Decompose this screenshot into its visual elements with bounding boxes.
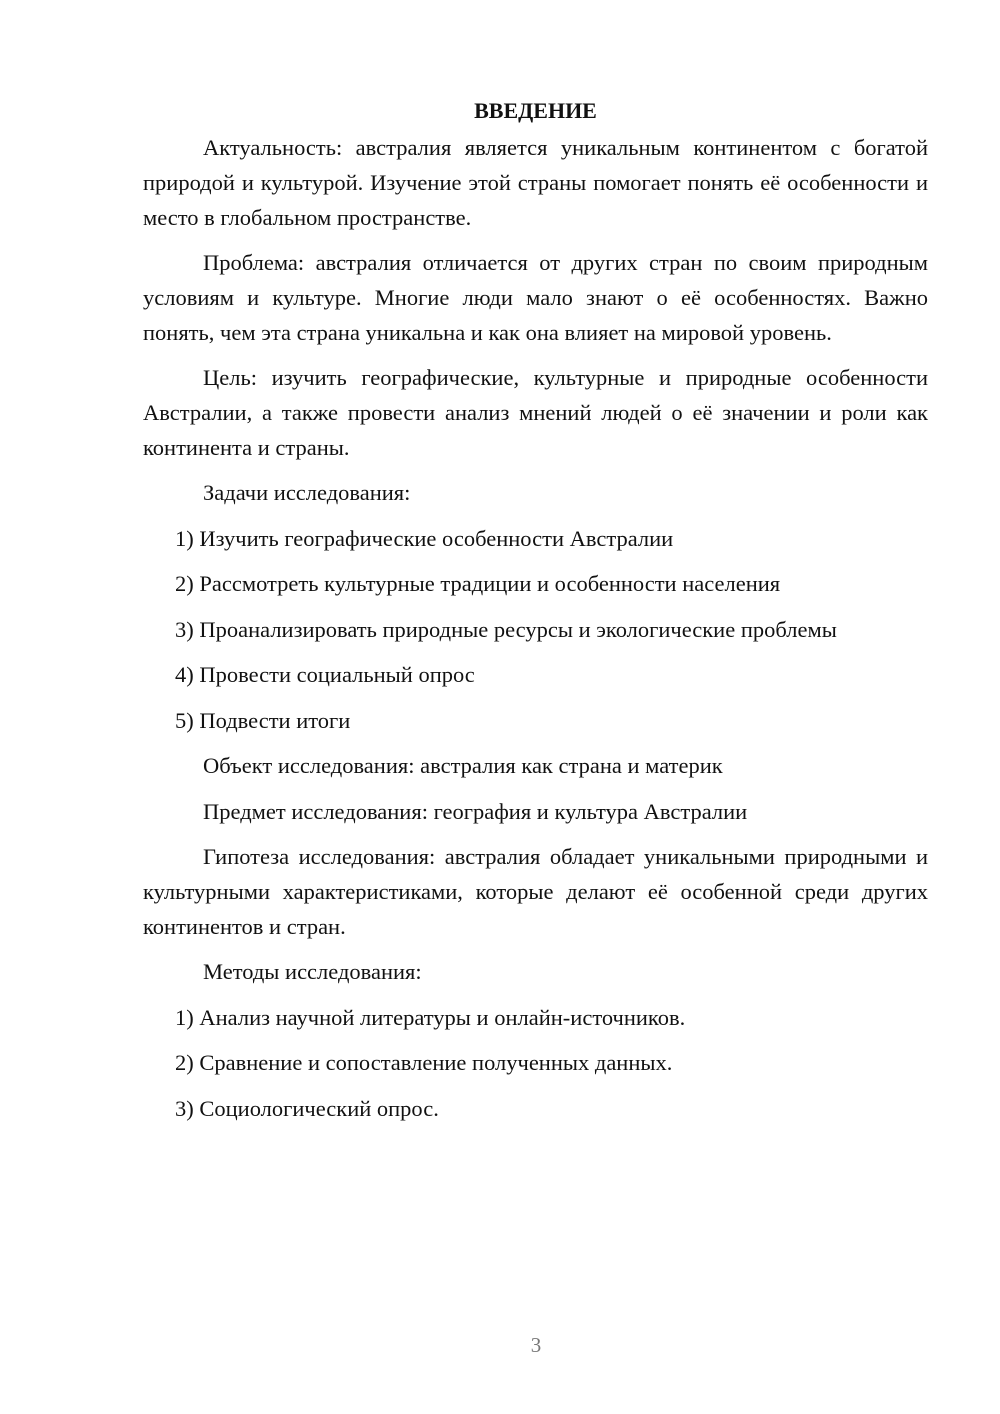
method-item: 3) Социологический опрос. bbox=[175, 1095, 439, 1121]
research-object: Объект исследования: австралия как страна и материк bbox=[203, 753, 723, 778]
section-title: ВВЕДЕНИЕ bbox=[474, 98, 597, 123]
task-item: 3) Проанализировать природные ресурсы и экологические проблемы bbox=[175, 616, 837, 642]
task-item: 5) Подвести итоги bbox=[175, 707, 351, 733]
paragraph-hypothesis: Гипотеза исследования: австралия обладает уникальными природными и культурными характеристиками, которые делают её особенной среди других континентов и стран. bbox=[143, 844, 928, 939]
paragraph-relevance: Актуальность: австралия является уникальным континентом с богатой природой и культурой. Изучение этой страны помогает понять её особенности и место в глобальном пространстве. bbox=[143, 135, 928, 230]
page-content bbox=[143, 96, 928, 1136]
research-subject: Предмет исследования: география и культура Австралии bbox=[203, 798, 748, 824]
task-item: 4) Провести социальный опрос bbox=[175, 662, 475, 687]
page-number: 3 bbox=[530, 1333, 542, 1357]
method-item: 2) Сравнение и сопоставление полученных данных. bbox=[175, 1050, 673, 1075]
paragraph-goal: Цель: изучить географические, культурные и природные особенности Австралии, а также провести анализ мнений людей о её значении и роли как континента и страны. bbox=[143, 365, 928, 460]
task-item: 1) Изучить географические особенности Австралии bbox=[175, 525, 674, 551]
tasks-heading: Задачи исследования: bbox=[203, 480, 411, 505]
method-item: 1) Анализ научной литературы и онлайн-источников. bbox=[175, 1004, 686, 1030]
task-item: 2) Рассмотреть культурные традиции и особенности населения bbox=[175, 571, 781, 596]
methods-heading: Методы исследования: bbox=[203, 959, 422, 984]
paragraph-problem: Проблема: австралия отличается от других стран по своим природным условиям и культуре. Многие люди мало знают о её особенностях. Важно понять, чем эта страна уникальна и как она влияет на мировой уровень. bbox=[143, 250, 928, 345]
